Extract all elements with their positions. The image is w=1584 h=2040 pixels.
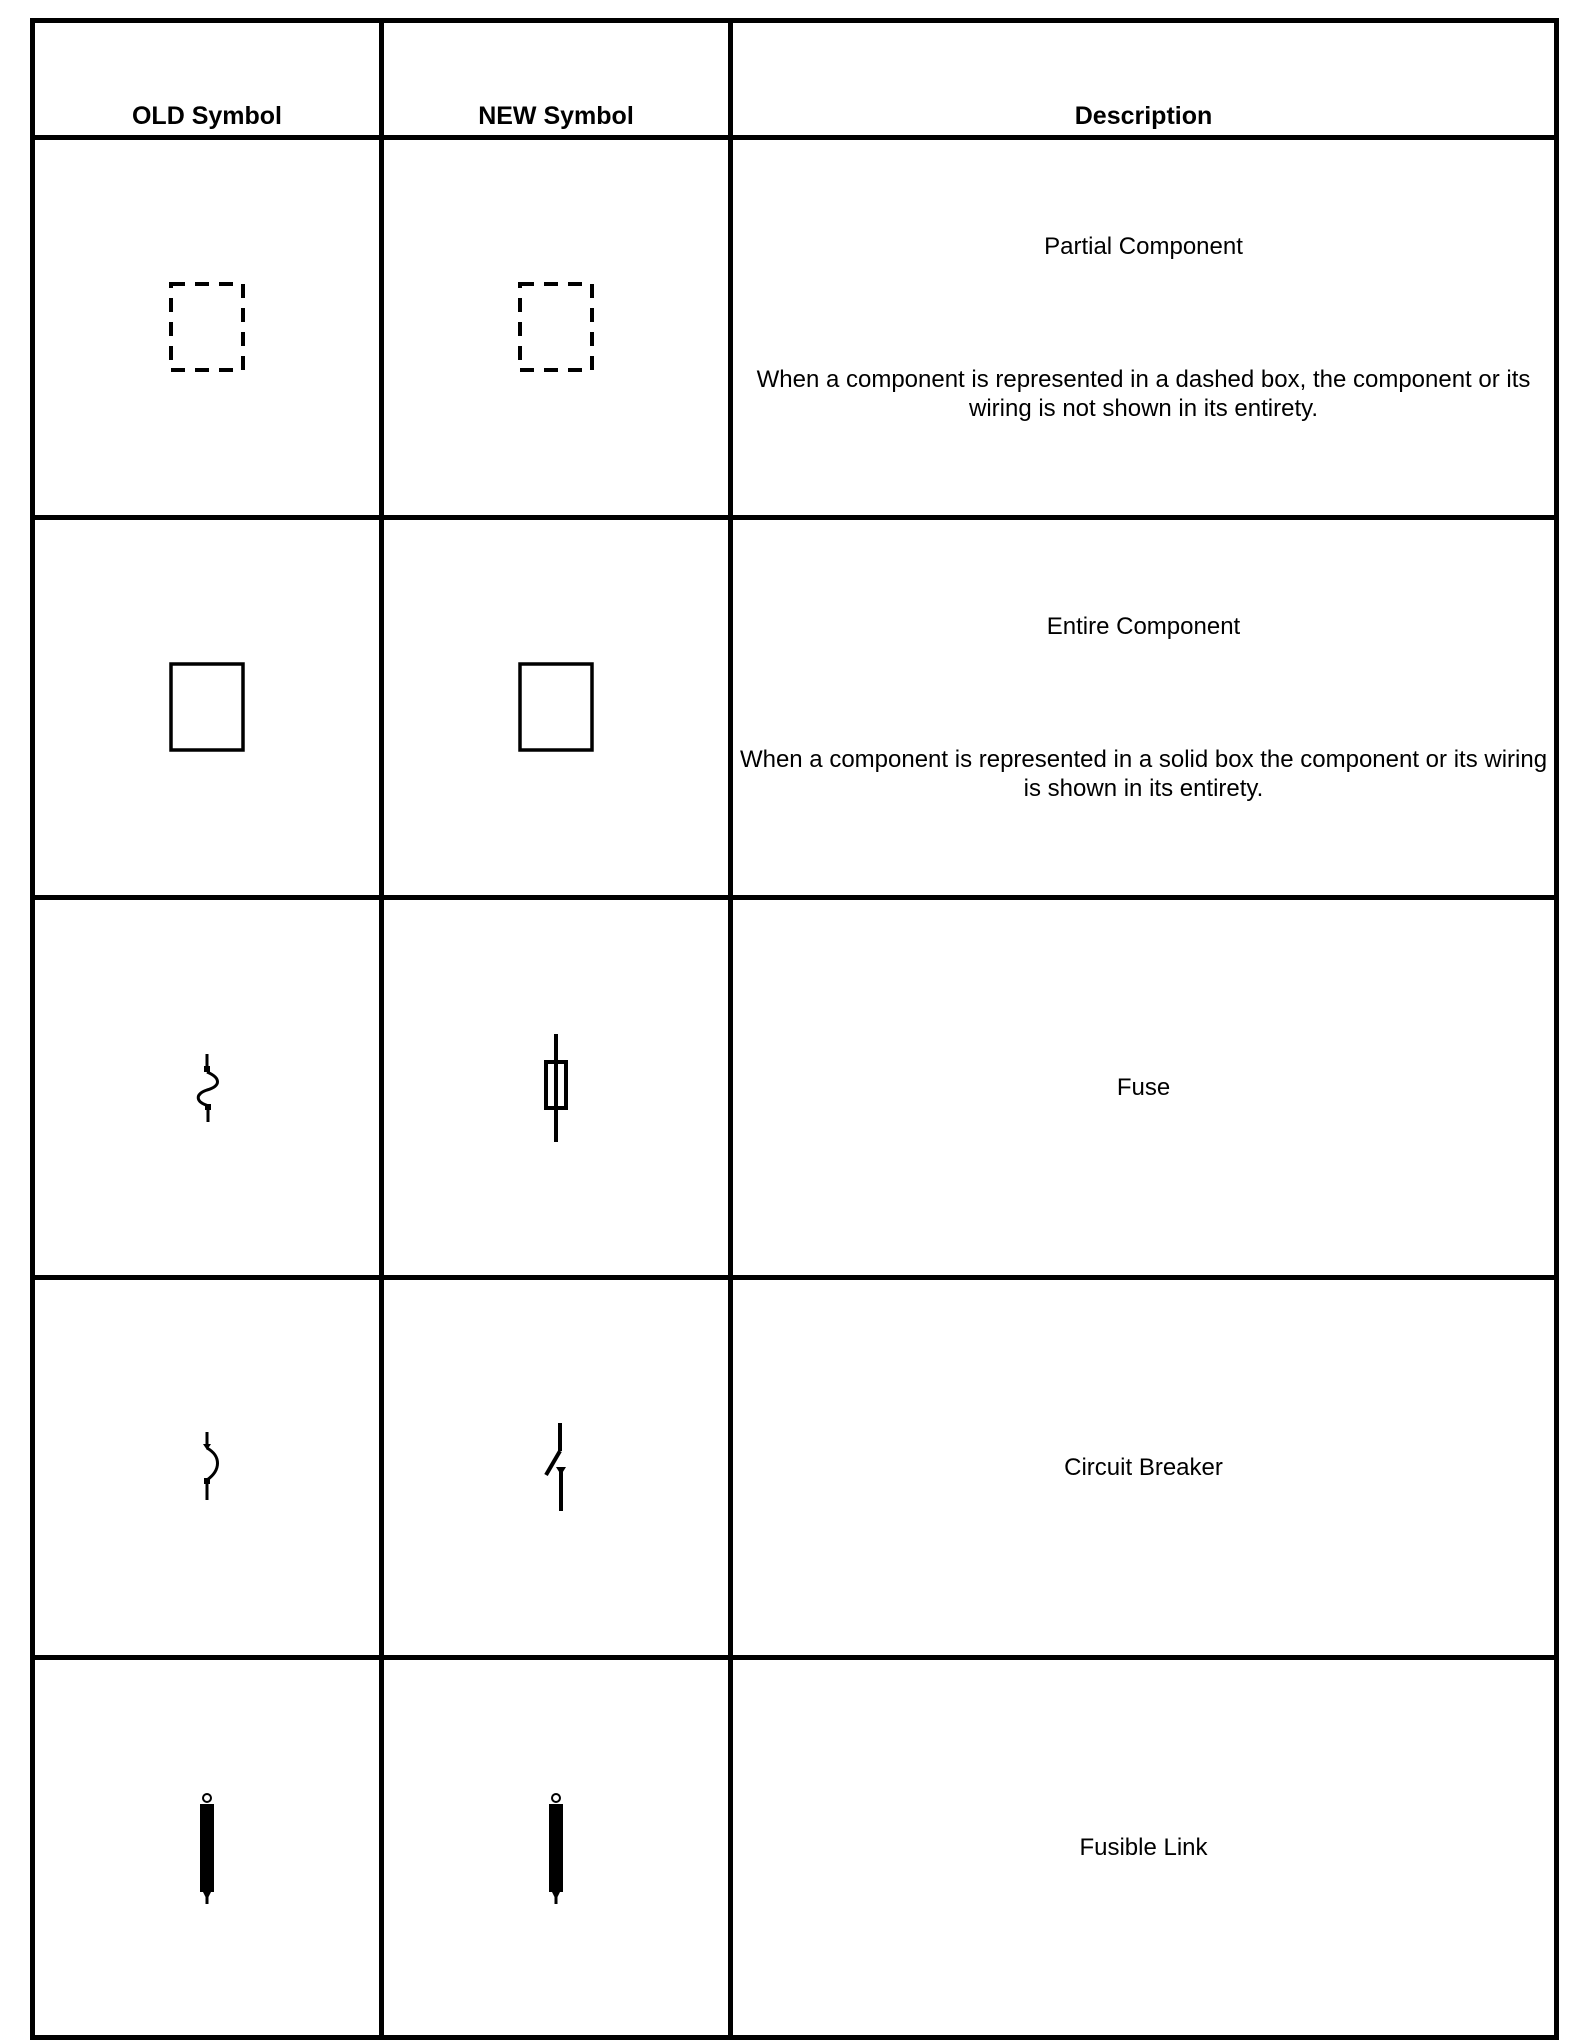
new-symbol-cell	[382, 518, 731, 898]
fusible-link-new-icon	[536, 1790, 576, 1906]
description-title: Partial Component	[1044, 233, 1243, 260]
dashed-box-icon	[167, 280, 247, 376]
fusible-link-old-icon	[187, 1790, 227, 1906]
fuse-new-icon	[536, 1032, 576, 1144]
table-row	[33, 518, 1557, 898]
header-new-symbol: NEW Symbol	[382, 21, 731, 138]
table-row	[33, 138, 1557, 518]
new-symbol-cell	[382, 898, 731, 1278]
dashed-box-icon	[516, 280, 596, 376]
circuit-breaker-old-icon	[187, 1430, 227, 1506]
new-symbol-cell	[382, 138, 731, 518]
header-row	[33, 21, 1557, 138]
header-old-symbol: OLD Symbol	[33, 21, 382, 138]
description-cell	[731, 138, 1557, 518]
header-description: Description	[731, 21, 1557, 138]
description-cell	[731, 898, 1557, 1278]
new-symbol-cell	[382, 1278, 731, 1658]
table-row	[33, 1278, 1557, 1658]
circuit-breaker-new-icon	[536, 1421, 576, 1515]
description-title: Fusible Link	[1079, 1834, 1208, 1861]
description-cell	[731, 518, 1557, 898]
solid-box-icon	[167, 660, 247, 756]
new-symbol-cell	[382, 1658, 731, 2038]
description-cell	[731, 1658, 1557, 2038]
description-title: Fuse	[1116, 1074, 1171, 1101]
description-body: When a component is represented in a solid box the component or its wiring is shown in its entirety.	[739, 746, 1548, 802]
description-body: When a component is represented in a dashed box, the component or its wiring is not shown in its entirety.	[756, 366, 1531, 422]
old-symbol-cell	[33, 138, 382, 518]
old-symbol-cell	[33, 1278, 382, 1658]
old-symbol-cell	[33, 518, 382, 898]
fuse-old-icon	[187, 1048, 227, 1128]
solid-box-icon	[516, 660, 596, 756]
table-row	[33, 898, 1557, 1278]
description-title: Circuit Breaker	[1064, 1454, 1223, 1481]
description-title: Entire Component	[1046, 613, 1241, 640]
table-row	[33, 1658, 1557, 2038]
old-symbol-cell	[33, 1658, 382, 2038]
description-cell	[731, 1278, 1557, 1658]
old-symbol-cell	[33, 898, 382, 1278]
symbol-table	[30, 18, 1559, 2040]
symbol-table-sheet	[30, 18, 1554, 2008]
